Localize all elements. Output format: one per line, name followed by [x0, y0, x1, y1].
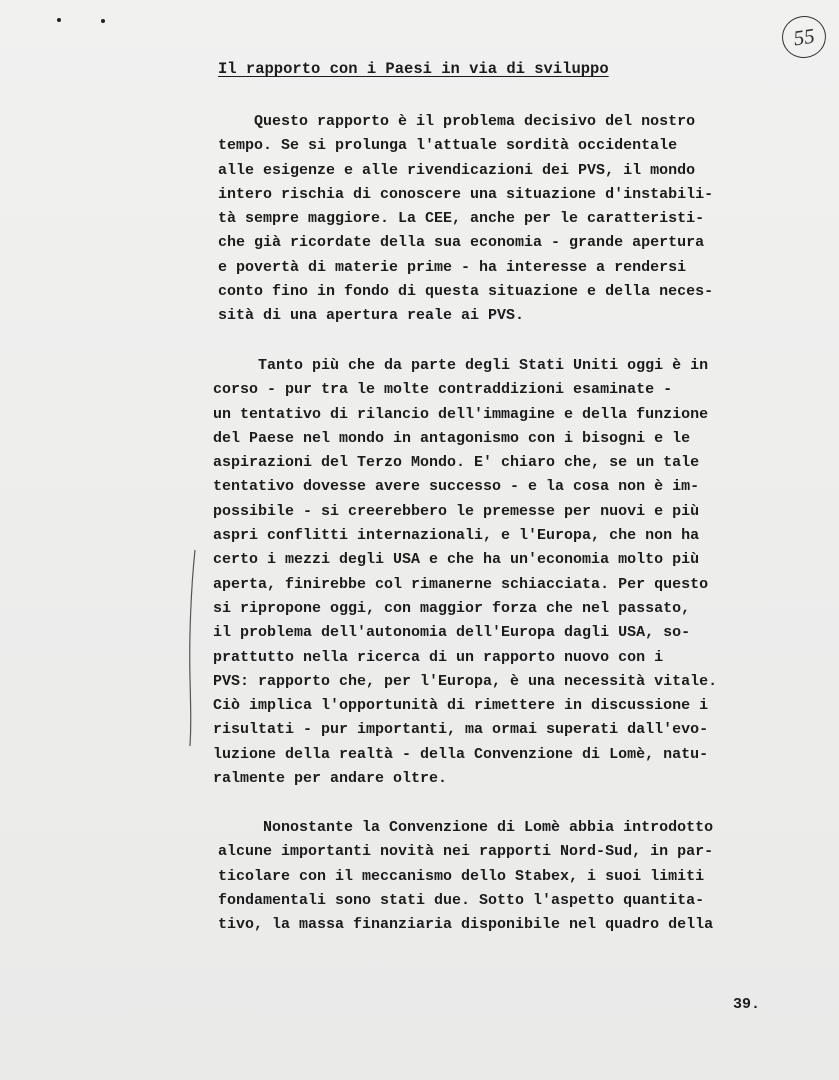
paragraph-3: [218, 816, 713, 937]
text-line: il problema dell'autonomia dell'Europa dagli USA, so-: [213, 624, 691, 642]
text-line: Questo rapporto è il problema decisivo del nostro: [218, 113, 696, 130]
text-line: certo i mezzi degli USA e che ha un'economia molto più: [213, 551, 700, 569]
text-line: sità di una apertura reale ai PVS.: [218, 307, 525, 325]
text-line: fondamentali sono stati due. Sotto l'aspetto quantita-: [218, 891, 705, 909]
text-line: aperta, finirebbe col rimanerne schiacciata. Per questo: [213, 575, 709, 593]
folio-number-text: 55: [791, 23, 816, 50]
text-line: ticolare con il meccanismo dello Stabex, i suoi limiti: [218, 867, 705, 885]
text-line: prattutto nella ricerca di un rapporto nuovo con i: [213, 648, 664, 666]
text-line: tentativo dovesse avere successo - e la cosa non è im-: [213, 478, 700, 496]
text-line: possibile - si creerebbero le premesse per nuovi e più: [213, 502, 700, 520]
text-line: aspri conflitti internazionali, e l'Europa, che non ha: [213, 527, 700, 545]
text-line: tivo, la massa finanziaria disponibile nel quadro della: [218, 916, 714, 934]
text-line: si ripropone oggi, con maggior forza che nel passato,: [213, 599, 691, 617]
punch-dot: [101, 19, 105, 23]
paragraph-2: [213, 354, 717, 791]
text-line: ralmente per andare oltre.: [213, 770, 448, 788]
text-line: risultati - pur importanti, ma ormai superati dall'evo-: [213, 721, 709, 739]
text-line: del Paese nel mondo in antagonismo con i bisogni e le: [213, 429, 691, 447]
text-line: tempo. Se si prolunga l'attuale sordità occidentale: [218, 137, 678, 155]
margin-pencil-mark: [181, 548, 211, 748]
text-line: luzione della realtà - della Convenzione di Lomè, natu-: [213, 745, 709, 763]
text-line: Tanto più che da parte degli Stati Uniti oggi è in: [213, 357, 709, 374]
text-line: che già ricordate della sua economia - grande apertura: [218, 234, 705, 252]
page-number: 39.: [733, 996, 761, 1013]
text-line: PVS: rapporto che, per l'Europa, è una necessità vitale.: [213, 672, 718, 690]
text-line: aspirazioni del Terzo Mondo. E' chiaro che, se un tale: [213, 454, 700, 472]
text-line: intero rischia di conoscere una situazione d'instabili-: [218, 185, 714, 203]
text-line: e povertà di materie prime - ha interesse a rendersi: [218, 258, 687, 276]
text-line: corso - pur tra le molte contraddizioni esaminate -: [213, 381, 673, 399]
text-line: conto fino in fondo di questa situazione e della neces-: [218, 283, 714, 301]
handwritten-folio-number: [779, 13, 828, 61]
text-line: Nonostante la Convenzione di Lomè abbia introdotto: [218, 819, 714, 836]
section-title: Il rapporto con i Paesi in via di sviluppo: [218, 60, 609, 78]
text-line: alle esigenze e alle rivendicazioni dei PVS, il mondo: [218, 161, 696, 179]
text-line: alcune importanti novità nei rapporti Nord-Sud, in par-: [218, 843, 714, 861]
text-line: Ciò implica l'opportunità di rimettere in discussione i: [213, 697, 709, 715]
text-line: tà sempre maggiore. La CEE, anche per le caratteristi-: [218, 210, 705, 228]
paragraph-1: [218, 110, 713, 329]
punch-dot: [57, 18, 61, 22]
text-line: un tentativo di rilancio dell'immagine e della funzione: [213, 405, 709, 423]
